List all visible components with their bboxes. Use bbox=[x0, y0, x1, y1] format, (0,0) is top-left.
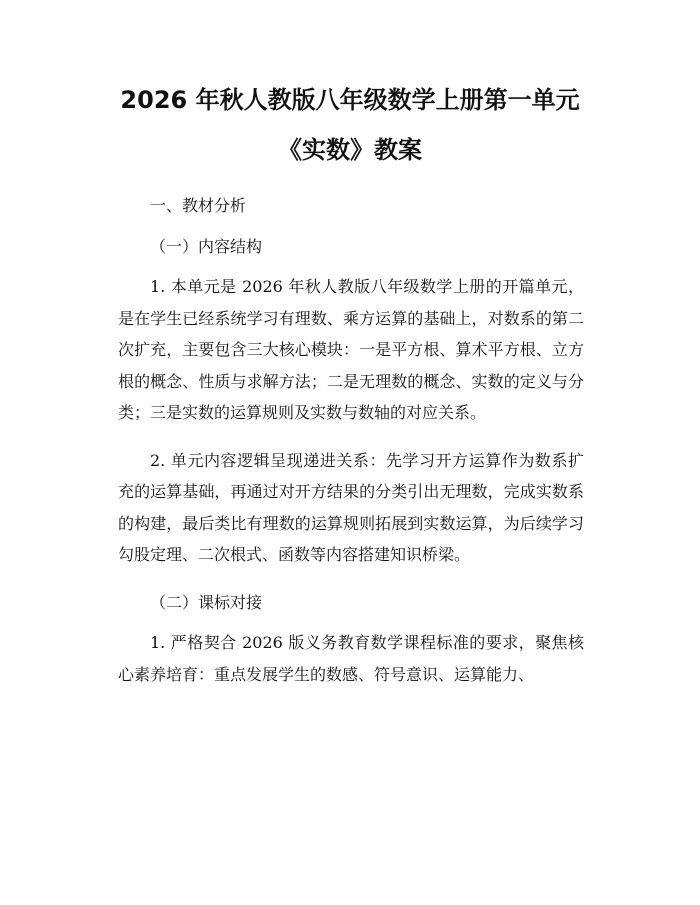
document-title-line2: 《实数》教案 bbox=[278, 136, 422, 164]
document-body bbox=[118, 190, 584, 690]
subsection-heading-curriculum-alignment: （二）课标对接 bbox=[150, 592, 263, 612]
paragraph-2: 2. 单元内容逻辑呈现递进关系：先学习开方运算作为数系扩充的运算基础，再通过对开方结果的分类引出无理数，完成实数系的构建，最后类比有理数的运算规则拓展到实数运算，为后续学习勾股定理、二次根式、函数等内容搭建知识桥梁。 bbox=[118, 450, 584, 564]
subsection-heading-content-structure: （一）内容结构 bbox=[150, 236, 263, 256]
paragraph-1: 1. 本单元是 2026 年秋人教版八年级数学上册的开篇单元，是在学生已经系统学习有理数、乘方运算的基础上，对数系的第二次扩充，主要包含三大核心模块：一是平方根、算术平方根、立方根的概念、性质与求解方法；二是无理数的概念、实数的定义与分类；三是实数的运算规则及实数与数轴的对应关系。 bbox=[118, 277, 584, 422]
paragraph-3: 1. 严格契合 2026 版义务教育数学课程标准的要求，聚焦核心素养培育：重点发展学生的数感、符号意识、运算能力、 bbox=[118, 633, 584, 684]
document-title-line1: 2026 年秋人教版八年级数学上册第一单元 bbox=[120, 86, 580, 114]
section-heading-teaching-material-analysis: 一、教材分析 bbox=[150, 196, 247, 215]
